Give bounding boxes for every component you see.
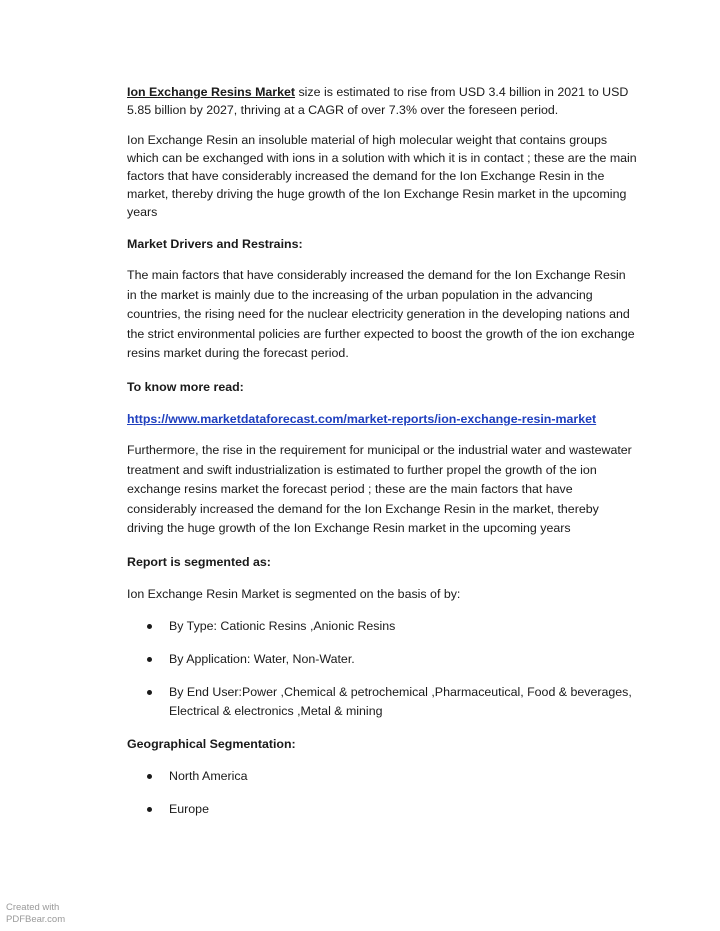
segment-end-user: By End User:Power ,Chemical & petrochemical ,Pharmaceutical, Food & beverages, Electrical & electronics ,Metal & mining — [169, 684, 632, 718]
read-more-line — [127, 410, 637, 429]
geo-north-america: North America — [169, 768, 248, 783]
pdfbear-watermark — [6, 902, 65, 926]
segments-list — [127, 617, 637, 721]
list-item — [127, 767, 637, 786]
geo-heading: Geographical Segmentation: — [127, 736, 296, 751]
drivers-heading: Market Drivers and Restrains: — [127, 237, 303, 251]
drivers-paragraph: The main factors that have considerably increased the demand for the Ion Exchange Resin in the market is mainly due to the increasing of the urban population in the advancing countries, the rising need for the nuclear electricity generation in the developing nations and the strict environmental policies are further expected to boost the growth of the ion exchange resins market during the forecast period. — [127, 268, 635, 361]
list-item — [127, 617, 637, 636]
list-item — [127, 800, 637, 819]
watermark-line-2: PDFBear.com — [6, 914, 66, 925]
report-link[interactable]: https://www.marketdataforecast.com/market-reports/ion-exchange-resin-market — [127, 411, 597, 426]
segments-intro: Ion Exchange Resin Market is segmented on the basis of by: — [127, 586, 461, 601]
bullet-icon — [147, 657, 152, 662]
market-keyword-link[interactable]: Ion Exchange Resins Market — [127, 85, 296, 99]
geo-europe: Europe — [169, 801, 209, 816]
segments-heading: Report is segmented as: — [127, 554, 271, 569]
list-item — [127, 650, 637, 669]
document-body — [127, 83, 637, 819]
segment-type: By Type: Cationic Resins ,Anionic Resins — [169, 618, 396, 633]
geo-list — [127, 767, 637, 819]
segment-application: By Application: Water, Non-Water. — [169, 651, 355, 666]
bullet-icon — [147, 690, 152, 695]
read-more-heading: To know more read: — [127, 379, 244, 394]
furthermore-paragraph: Furthermore, the rise in the requirement for municipal or the industrial water and wastewater treatment and swift industrialization is estimated to further propel the growth of the ion exchange resins market the forecast period ; these are the main factors that have considerably increased the demand for the Ion Exchange Resin in the market, thereby driving the huge growth of the Ion Exchange Resin market in the upcoming years — [127, 442, 632, 536]
intro-paragraph — [127, 83, 637, 119]
bullet-icon — [147, 774, 152, 779]
bullet-icon — [147, 807, 152, 812]
bullet-icon — [147, 624, 152, 629]
definition-paragraph: Ion Exchange Resin an insoluble material of high molecular weight that contains groups which can be exchanged with ions in a solution with which it is in contact ; these are the main factors that have considerably increased the demand for the Ion Exchange Resin in the market, thereby driving the huge growth of the Ion Exchange Resin market in the upcoming years — [127, 133, 637, 219]
watermark-line-1: Created with — [6, 902, 60, 913]
intro-text: size is estimated to rise from USD 3.4 billion in 2021 to USD 5.85 billion by 2027, thriving at a CAGR of over 7.3% over the foreseen period. — [127, 85, 629, 117]
list-item — [127, 683, 637, 721]
